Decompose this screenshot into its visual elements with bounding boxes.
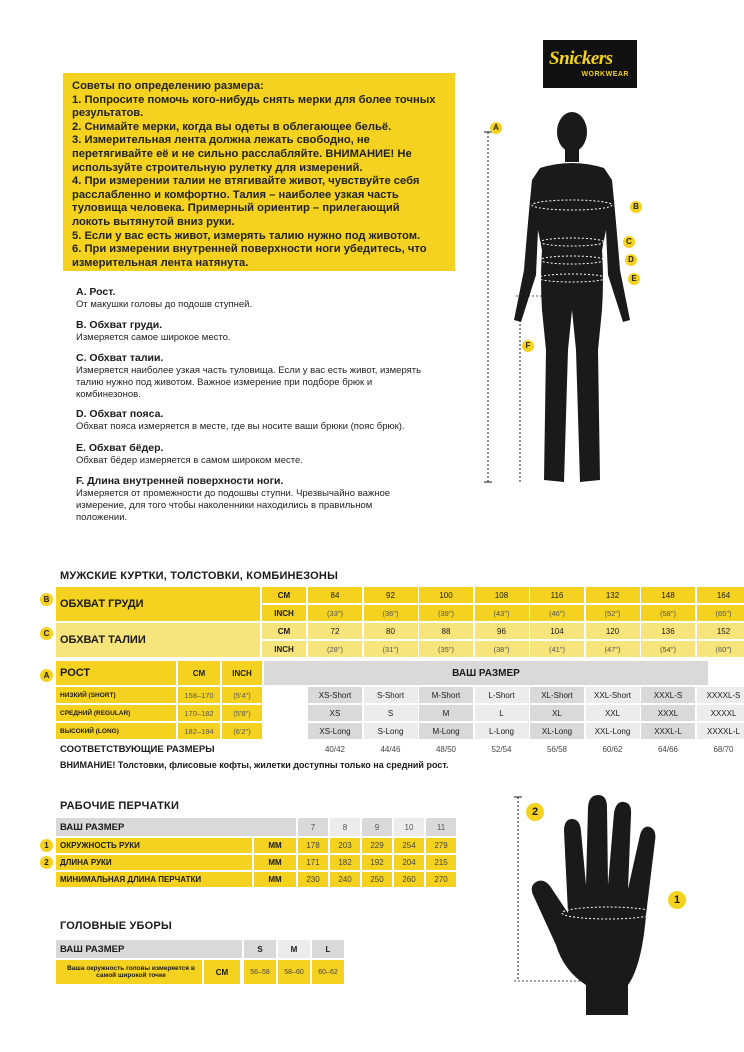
height-row-inch: (6'2") <box>222 723 262 739</box>
hand-badge-2: 2 <box>526 803 544 821</box>
tips-line: расслабленно и комфортно. Талия – наиболее узкая часть <box>72 188 399 201</box>
waist-inch-cell: (38") <box>475 641 529 657</box>
waist-unit-cm: CM <box>262 623 306 639</box>
waist-inch-cell: (60") <box>697 641 744 657</box>
size-cell: XXXL-L <box>641 723 695 739</box>
waist-cm-cell: 80 <box>364 623 418 639</box>
equiv-label: СООТВЕТСТВУЮЩИЕ РАЗМЕРЫ <box>60 743 215 755</box>
size-cell: XL-Short <box>530 687 584 703</box>
size-cell: XXXXL <box>697 705 744 721</box>
hats-size-table <box>56 940 346 988</box>
equiv-row-cell: 60/62 <box>602 744 623 754</box>
definition-text: Измеряется от промежности до подошвы ступни. Чрезвычайно важное <box>76 488 391 499</box>
size-cell: S-Long <box>364 723 418 739</box>
chest-inch-cell: (46") <box>530 605 584 621</box>
chest-badge: B <box>40 593 53 606</box>
size-cell: M <box>419 705 473 721</box>
glove-value-cell: 250 <box>362 872 392 887</box>
glove-value-cell: 192 <box>362 855 392 870</box>
chest-inch-cell: (33") <box>308 605 362 621</box>
waist-badge: C <box>40 627 53 640</box>
tips-line: 6. При измерении внутренней поверхности ноги убедитесь, что <box>72 243 427 256</box>
glove-value-cell: 230 <box>298 872 328 887</box>
definition-text: Измеряется наиболее узкая часть туловища. Если у вас есть живот, измерять <box>76 365 422 376</box>
chest-cm-cell: 84 <box>308 587 362 603</box>
size-cell: XXXXL-L <box>697 723 744 739</box>
height-badge: A <box>40 669 53 682</box>
size-cell: S-Short <box>364 687 418 703</box>
height-row-inch: (5'4") <box>222 687 262 703</box>
hats-title: ГОЛОВНЫЕ УБОРЫ <box>60 920 172 932</box>
chest-inch-cell: (43") <box>475 605 529 621</box>
size-cell: L <box>475 705 529 721</box>
glove-row-unit: MM <box>254 838 296 853</box>
definition-text: Обхват бёдер измеряется в самом широком месте. <box>76 455 303 466</box>
height-label: РОСТ <box>56 661 176 685</box>
size-cell: XL <box>530 705 584 721</box>
definition-heading: B. Обхват груди. <box>76 319 163 331</box>
glove-value-cell: 178 <box>298 838 328 853</box>
equiv-row-cell: 52/54 <box>491 744 512 754</box>
size-cell: M-Short <box>419 687 473 703</box>
glove-row-label: МИНИМАЛЬНАЯ ДЛИНА ПЕРЧАТКИ <box>56 872 252 887</box>
jackets-note: ВНИМАНИЕ! Толстовки, флисовые кофты, жилетки доступны только на средний рост. <box>60 760 449 770</box>
definition-d <box>76 408 476 433</box>
size-cell: XXXL <box>641 705 695 721</box>
body-silhouette-icon <box>480 110 660 490</box>
glove-value-cell: 260 <box>394 872 424 887</box>
body-figure <box>480 110 660 490</box>
tips-line: 2. Снимайте мерки, когда вы одеты в облегающее бельё. <box>72 120 392 133</box>
size-cell: M-Long <box>419 723 473 739</box>
glove-value-cell: 204 <box>394 855 424 870</box>
waist-inch-cell: (31") <box>364 641 418 657</box>
chest-inch-cell: (52") <box>586 605 640 621</box>
waist-cm-cell: 104 <box>530 623 584 639</box>
definition-a <box>76 286 476 311</box>
definition-heading: F. Длина внутренней поверхности ноги. <box>76 475 284 487</box>
chest-unit-inch: INCH <box>262 605 306 621</box>
hat-size-cell: M <box>278 940 310 958</box>
glove-size-cell: 11 <box>426 818 456 836</box>
equiv-row-cell: 44/46 <box>380 744 401 754</box>
size-cell: S <box>364 705 418 721</box>
waist-inch-cell: (41") <box>530 641 584 657</box>
height-row-cm: 158–170 <box>178 687 220 703</box>
height-row-name: ВЫСОКИЙ (LONG) <box>56 723 176 739</box>
definition-text: Обхват пояса измеряется в месте, где вы носите ваши брюки (пояс брюк). <box>76 421 405 432</box>
chest-inch-cell: (58") <box>641 605 695 621</box>
figure-badge-a: A <box>490 122 502 134</box>
height-row-name: НИЗКИЙ (SHORT) <box>56 687 176 703</box>
chest-inch-cell: (65") <box>697 605 744 621</box>
figure-badge-e: E <box>628 273 640 285</box>
height-row-cm: 170–182 <box>178 705 220 721</box>
equiv-row-cell: 56/58 <box>546 744 568 754</box>
brand-logo <box>543 40 637 88</box>
gloves-header: ВАШ РАЗМЕР <box>56 818 296 836</box>
tips-line: 5. Если у вас есть живот, измерять талию нужно под животом. <box>72 229 421 242</box>
hats-header: ВАШ РАЗМЕР <box>56 940 242 958</box>
jackets-title: МУЖСКИЕ КУРТКИ, ТОЛСТОВКИ, КОМБИНЕЗОНЫ <box>60 570 339 582</box>
glove-value-cell: 171 <box>298 855 328 870</box>
tips-line: туловища человека. Примерный ориентир – прилегающий <box>72 202 400 215</box>
chest-cm-cell: 116 <box>530 587 584 603</box>
waist-cm-cell: 88 <box>419 623 473 639</box>
size-cell: XS-Short <box>308 687 362 703</box>
glove-value-cell: 240 <box>330 872 360 887</box>
definition-heading: D. Обхват пояса. <box>76 408 164 420</box>
definition-heading: E. Обхват бёдер. <box>76 442 164 454</box>
height-unit-inch: INCH <box>222 661 262 685</box>
height-unit-cm: CM <box>178 661 220 685</box>
equiv-row-cell: 68/70 <box>713 744 734 754</box>
waist-cm-cell: 120 <box>586 623 640 639</box>
tips-line: 1. Попросите помочь кого-нибудь снять мерки для более точных <box>72 93 436 106</box>
chest-unit-cm: CM <box>262 587 306 603</box>
tips-line: перетягивайте её и не сильно расслабляйте. ВНИМАНИЕ! Не <box>72 147 412 160</box>
size-cell: XXL <box>586 705 640 721</box>
glove-value-cell: 279 <box>426 838 456 853</box>
tips-box <box>63 73 455 271</box>
waist-inch-cell: (28") <box>308 641 362 657</box>
waist-unit-inch: INCH <box>262 641 306 657</box>
definition-text: комбинезонов. <box>76 389 141 400</box>
size-cell: XS <box>308 705 362 721</box>
gloves-size-table <box>40 818 448 890</box>
glove-row-unit: MM <box>254 855 296 870</box>
chest-cm-cell: 148 <box>641 587 695 603</box>
glove-value-cell: 203 <box>330 838 360 853</box>
definition-f <box>76 475 476 524</box>
size-cell: L-Long <box>475 723 529 739</box>
glove-value-cell: 215 <box>426 855 456 870</box>
glove-row-badge: 1 <box>40 839 53 852</box>
hat-size-cell: L <box>312 940 344 958</box>
size-cell: XL-Long <box>530 723 584 739</box>
definition-e <box>76 442 476 467</box>
hand-figure <box>512 785 702 1017</box>
glove-value-cell: 182 <box>330 855 360 870</box>
glove-row-label: ДЛИНА РУКИ <box>56 855 252 870</box>
tips-line: измерительная лента натянута. <box>72 256 249 269</box>
hat-value-cell: 60–62 <box>312 960 344 984</box>
size-cell: XXL-Short <box>586 687 640 703</box>
definition-b <box>76 319 476 344</box>
chest-inch-cell: (36") <box>364 605 418 621</box>
height-row-inch: (5'8") <box>222 705 262 721</box>
hats-row-label: Ваша окружность головы измеряется в самой широкой точке <box>56 960 202 984</box>
chest-cm-cell: 92 <box>364 587 418 603</box>
glove-size-cell: 7 <box>298 818 328 836</box>
glove-row-label: ОКРУЖНОСТЬ РУКИ <box>56 838 252 853</box>
tips-line: Советы по определению размера: <box>72 80 264 92</box>
your-size-header: ВАШ РАЗМЕР <box>264 661 708 685</box>
definition-c <box>76 352 476 401</box>
waist-inch-cell: (54") <box>641 641 695 657</box>
size-cell: XXL-Long <box>586 723 640 739</box>
glove-value-cell: 270 <box>426 872 456 887</box>
tips-line: используйте строительную рулетку для измерений. <box>72 161 363 174</box>
height-row-name: СРЕДНИЙ (REGULAR) <box>56 705 176 721</box>
glove-value-cell: 229 <box>362 838 392 853</box>
hat-size-cell: S <box>244 940 276 958</box>
logo-sub: WORKWEAR <box>581 71 629 78</box>
definition-text: Измеряется самое широкое место. <box>76 332 231 343</box>
size-cell: XS-Long <box>308 723 362 739</box>
tips-line: локоть вытянутой вниз руки. <box>72 215 235 228</box>
jackets-size-table <box>40 587 741 759</box>
waist-inch-cell: (35") <box>419 641 473 657</box>
hat-value-cell: 56–58 <box>244 960 276 984</box>
tips-line: результатов. <box>72 107 144 120</box>
chest-inch-cell: (39") <box>419 605 473 621</box>
glove-size-cell: 8 <box>330 818 360 836</box>
definition-text: От макушки головы до подошв ступней. <box>76 299 253 310</box>
logo-brand: Snickers <box>549 48 613 69</box>
chest-cm-cell: 164 <box>697 587 744 603</box>
waist-cm-cell: 152 <box>697 623 744 639</box>
glove-row-badge: 2 <box>40 856 53 869</box>
figure-badge-b: B <box>630 201 642 213</box>
waist-cm-cell: 96 <box>475 623 529 639</box>
equiv-row-cell: 40/42 <box>324 744 346 754</box>
waist-cm-cell: 136 <box>641 623 695 639</box>
size-cell: L-Short <box>475 687 529 703</box>
definition-heading: A. Рост. <box>76 286 116 298</box>
chest-cm-cell: 108 <box>475 587 529 603</box>
definition-heading: C. Обхват талии. <box>76 352 164 364</box>
equiv-row-cell: 48/50 <box>435 744 457 754</box>
tips-line: 4. При измерении талии не втягивайте живот, чувствуйте себя <box>72 175 420 188</box>
size-cell: XXXL-S <box>641 687 695 703</box>
figure-badge-c: C <box>623 236 635 248</box>
hand-badge-1: 1 <box>668 891 686 909</box>
definition-text: талию нужно под животом. Важное измерение при подборе брюк и <box>76 377 373 388</box>
chest-cm-cell: 132 <box>586 587 640 603</box>
definition-text: положении. <box>76 512 128 523</box>
gloves-title: РАБОЧИЕ ПЕРЧАТКИ <box>60 800 180 812</box>
height-row-cm: 182–194 <box>178 723 220 739</box>
size-cell: XXXXL-S <box>697 687 744 703</box>
glove-value-cell: 254 <box>394 838 424 853</box>
equiv-row-cell: 64/66 <box>657 744 679 754</box>
waist-cm-cell: 72 <box>308 623 362 639</box>
hat-value-cell: 58–60 <box>278 960 310 984</box>
waist-label: ОБХВАТ ТАЛИИ <box>56 623 260 657</box>
figure-badge-d: D <box>625 254 637 266</box>
hats-row-unit: CM <box>204 960 240 984</box>
chest-label: ОБХВАТ ГРУДИ <box>56 587 260 621</box>
tips-line: 3. Измерительная лента должна лежать свободно, не <box>72 134 370 147</box>
glove-row-unit: MM <box>254 872 296 887</box>
glove-size-cell: 10 <box>394 818 424 836</box>
glove-size-cell: 9 <box>362 818 392 836</box>
figure-badge-f: F <box>522 340 534 352</box>
definition-text: измерение, для того чтобы наколенники находились в правильном <box>76 500 373 511</box>
waist-inch-cell: (47") <box>586 641 640 657</box>
chest-cm-cell: 100 <box>419 587 473 603</box>
